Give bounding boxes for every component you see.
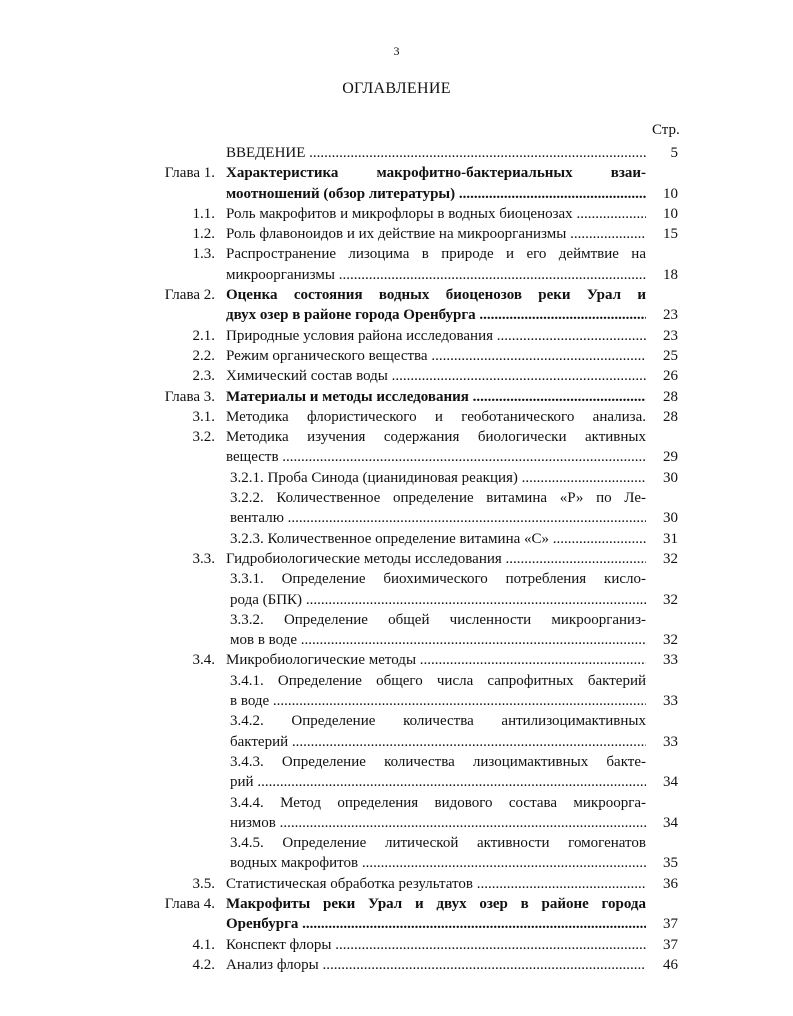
- toc-entry-text: Статистическая обработка результатов .....: [226, 874, 646, 894]
- toc-entry: [0, 305, 793, 325]
- toc-entry-text: Микробиологические методы .....: [226, 650, 646, 670]
- toc-entry-page: 37: [663, 916, 678, 933]
- toc-entry-page: 35: [663, 855, 678, 872]
- toc-entry: [0, 184, 793, 204]
- toc-entry-page: 33: [663, 652, 678, 669]
- toc-entry-text: Методика изучения содержания биологически активных: [226, 429, 646, 446]
- toc-entry-label: 1.2.: [192, 226, 215, 243]
- toc-entry: [0, 711, 793, 731]
- toc-entry: [0, 772, 793, 792]
- toc-entry-text: Конспект флоры .....: [226, 935, 646, 955]
- toc-entry: [0, 691, 793, 711]
- toc-entry-page: 10: [663, 185, 678, 202]
- toc-entry: [0, 143, 793, 163]
- toc-entry: [0, 204, 793, 224]
- page-number: 3: [393, 44, 400, 58]
- toc-entry-page: 28: [663, 408, 678, 425]
- toc-entry-text: Оценка состояния водных биоценозов реки Урал и: [226, 287, 646, 304]
- toc-entry-text: 3.4.5. Определение литической активности гомогенатов: [230, 835, 646, 852]
- toc-entry-text: бактерий .....: [230, 732, 646, 752]
- toc-entry-page: 5: [670, 145, 678, 161]
- toc-entry-page: 28: [663, 388, 678, 405]
- toc-entry-text: Роль флавоноидов и их действие на микроорганизмы .....: [226, 224, 646, 244]
- toc-entry-text: веществ .....: [226, 447, 646, 467]
- toc-entry-page: 46: [663, 956, 678, 973]
- table-of-contents: [0, 143, 793, 975]
- toc-entry: [0, 508, 793, 528]
- toc-entry: [0, 366, 793, 386]
- toc-entry: [0, 894, 793, 914]
- toc-entry-page: 32: [663, 632, 678, 649]
- toc-entry: [0, 569, 793, 589]
- toc-entry-text: мов в воде .....: [230, 630, 646, 650]
- toc-entry-text: Характеристика макрофитно-бактериальных взаи-: [226, 165, 646, 182]
- toc-entry: [0, 346, 793, 366]
- toc-entry-text: 3.3.2. Определение общей численности микроорганиз-: [230, 611, 646, 628]
- toc-entry-page: 15: [663, 226, 678, 243]
- toc-entry: [0, 468, 793, 488]
- toc-entry: [0, 224, 793, 244]
- toc-entry-text: ВВЕДЕНИЕ .....: [226, 143, 646, 163]
- toc-entry-text: в воде .....: [230, 691, 646, 711]
- toc-entry-text: водных макрофитов .....: [230, 853, 646, 873]
- toc-entry-page: 34: [663, 774, 678, 791]
- toc-entry-page: 30: [663, 510, 678, 527]
- toc-entry-text: Гидробиологические методы исследования .....: [226, 549, 646, 569]
- toc-entry: [0, 590, 793, 610]
- toc-entry: [0, 813, 793, 833]
- toc-entry-text: 3.2.1. Проба Синода (цианидиновая реакция) .....: [230, 468, 646, 488]
- toc-entry-text: Химический состав воды .....: [226, 366, 646, 386]
- toc-entry-page: 26: [663, 368, 678, 385]
- toc-entry: [0, 955, 793, 975]
- toc-entry-label: 1.3.: [192, 246, 215, 263]
- toc-entry-text: моотношений (обзор литературы) .....: [226, 184, 646, 204]
- toc-entry-text: рода (БПК) .....: [230, 590, 646, 610]
- toc-entry-text: двух озер в районе города Оренбурга .....: [226, 305, 646, 325]
- toc-entry-page: 34: [663, 814, 678, 831]
- toc-entry-label: 3.4.: [192, 652, 215, 669]
- page-column-header: Стр.: [652, 122, 680, 138]
- toc-entry-text: Оренбурга .....: [226, 914, 646, 934]
- toc-entry: [0, 610, 793, 630]
- toc-entry-label: 2.1.: [192, 327, 215, 344]
- toc-entry-label: 1.1.: [192, 205, 215, 222]
- toc-entry-page: 23: [663, 307, 678, 324]
- toc-entry-label: 2.2.: [192, 347, 215, 364]
- toc-entry-page: 10: [663, 205, 678, 222]
- toc-entry-text: Анализ флоры .....: [226, 955, 646, 975]
- toc-entry: [0, 427, 793, 447]
- toc-entry-text: 3.4.3. Определение количества лизоцимактивных бакте-: [230, 753, 646, 770]
- toc-entry: [0, 752, 793, 772]
- toc-entry: [0, 244, 793, 264]
- toc-entry: [0, 407, 793, 427]
- toc-entry-text: венталю .....: [230, 508, 646, 528]
- toc-entry-text: Материалы и методы исследования .....: [226, 387, 646, 407]
- toc-entry: [0, 265, 793, 285]
- toc-entry-text: рий .....: [230, 772, 646, 792]
- toc-entry-page: 25: [663, 347, 678, 364]
- toc-entry-page: 36: [663, 875, 678, 892]
- toc-entry-page: 32: [663, 591, 678, 608]
- toc-entry-label: 3.1.: [192, 408, 215, 425]
- toc-entry: [0, 285, 793, 305]
- toc-entry: [0, 671, 793, 691]
- toc-entry: [0, 529, 793, 549]
- toc-entry-page: 33: [663, 733, 678, 750]
- toc-entry: [0, 935, 793, 955]
- toc-entry-text: 3.4.1. Определение общего числа сапрофитных бактерий: [230, 672, 646, 689]
- toc-entry: [0, 326, 793, 346]
- toc-entry-page: 33: [663, 693, 678, 710]
- toc-entry: [0, 488, 793, 508]
- toc-entry: [0, 874, 793, 894]
- toc-entry-text: 3.4.2. Определение количества антилизоцимактивных: [230, 713, 646, 730]
- toc-entry-text: Распространение лизоцима в природе и его деймтвие на: [226, 246, 646, 263]
- toc-entry-page: 23: [663, 327, 678, 344]
- toc-entry-page: 31: [663, 530, 678, 547]
- toc-entry-label: Глава 1.: [164, 165, 215, 182]
- toc-entry-page: 37: [663, 936, 678, 953]
- toc-entry-text: микроорганизмы .....: [226, 265, 646, 285]
- toc-entry-text: 3.4.4. Метод определения видового состава микроорга-: [230, 794, 646, 811]
- toc-entry-page: 30: [663, 469, 678, 486]
- toc-title: ОГЛАВЛЕНИЕ: [342, 80, 451, 97]
- toc-entry: [0, 793, 793, 813]
- toc-entry-text: Роль макрофитов и микрофлоры в водных биоценозах .....: [226, 204, 646, 224]
- toc-entry-text: Методика флористического и геоботанического анализа.: [226, 408, 646, 425]
- toc-entry: [0, 732, 793, 752]
- toc-entry-page: 32: [663, 550, 678, 567]
- toc-entry-label: 4.2.: [192, 956, 215, 973]
- toc-entry: [0, 630, 793, 650]
- toc-entry: [0, 163, 793, 183]
- toc-entry-label: 4.1.: [192, 936, 215, 953]
- toc-entry: [0, 853, 793, 873]
- toc-entry-text: Макрофиты реки Урал и двух озер в районе города: [226, 895, 646, 912]
- toc-entry-label: 3.3.: [192, 550, 215, 567]
- toc-entry-label: Глава 3.: [164, 388, 215, 405]
- toc-entry: [0, 833, 793, 853]
- toc-entry-label: Глава 4.: [164, 895, 215, 912]
- toc-entry-text: низмов .....: [230, 813, 646, 833]
- toc-entry-text: 3.2.3. Количественное определение витамина «С» .....: [230, 529, 646, 549]
- toc-entry-page: 29: [663, 449, 678, 466]
- toc-entry-text: 3.3.1. Определение биохимического потребления кисло-: [230, 571, 646, 588]
- toc-entry-label: 3.5.: [192, 875, 215, 892]
- toc-entry: [0, 447, 793, 467]
- toc-entry-label: 3.2.: [192, 429, 215, 446]
- toc-entry: [0, 914, 793, 934]
- toc-entry-text: 3.2.2. Количественное определение витамина «Р» по Ле-: [230, 490, 646, 507]
- toc-entry-text: Режим органического вещества .....: [226, 346, 646, 366]
- toc-entry-text: Природные условия района исследования .....: [226, 326, 646, 346]
- toc-entry: [0, 549, 793, 569]
- toc-entry: [0, 387, 793, 407]
- toc-entry-label: Глава 2.: [164, 287, 215, 304]
- toc-entry-page: 18: [663, 266, 678, 283]
- toc-entry: [0, 650, 793, 670]
- toc-entry-label: 2.3.: [192, 368, 215, 385]
